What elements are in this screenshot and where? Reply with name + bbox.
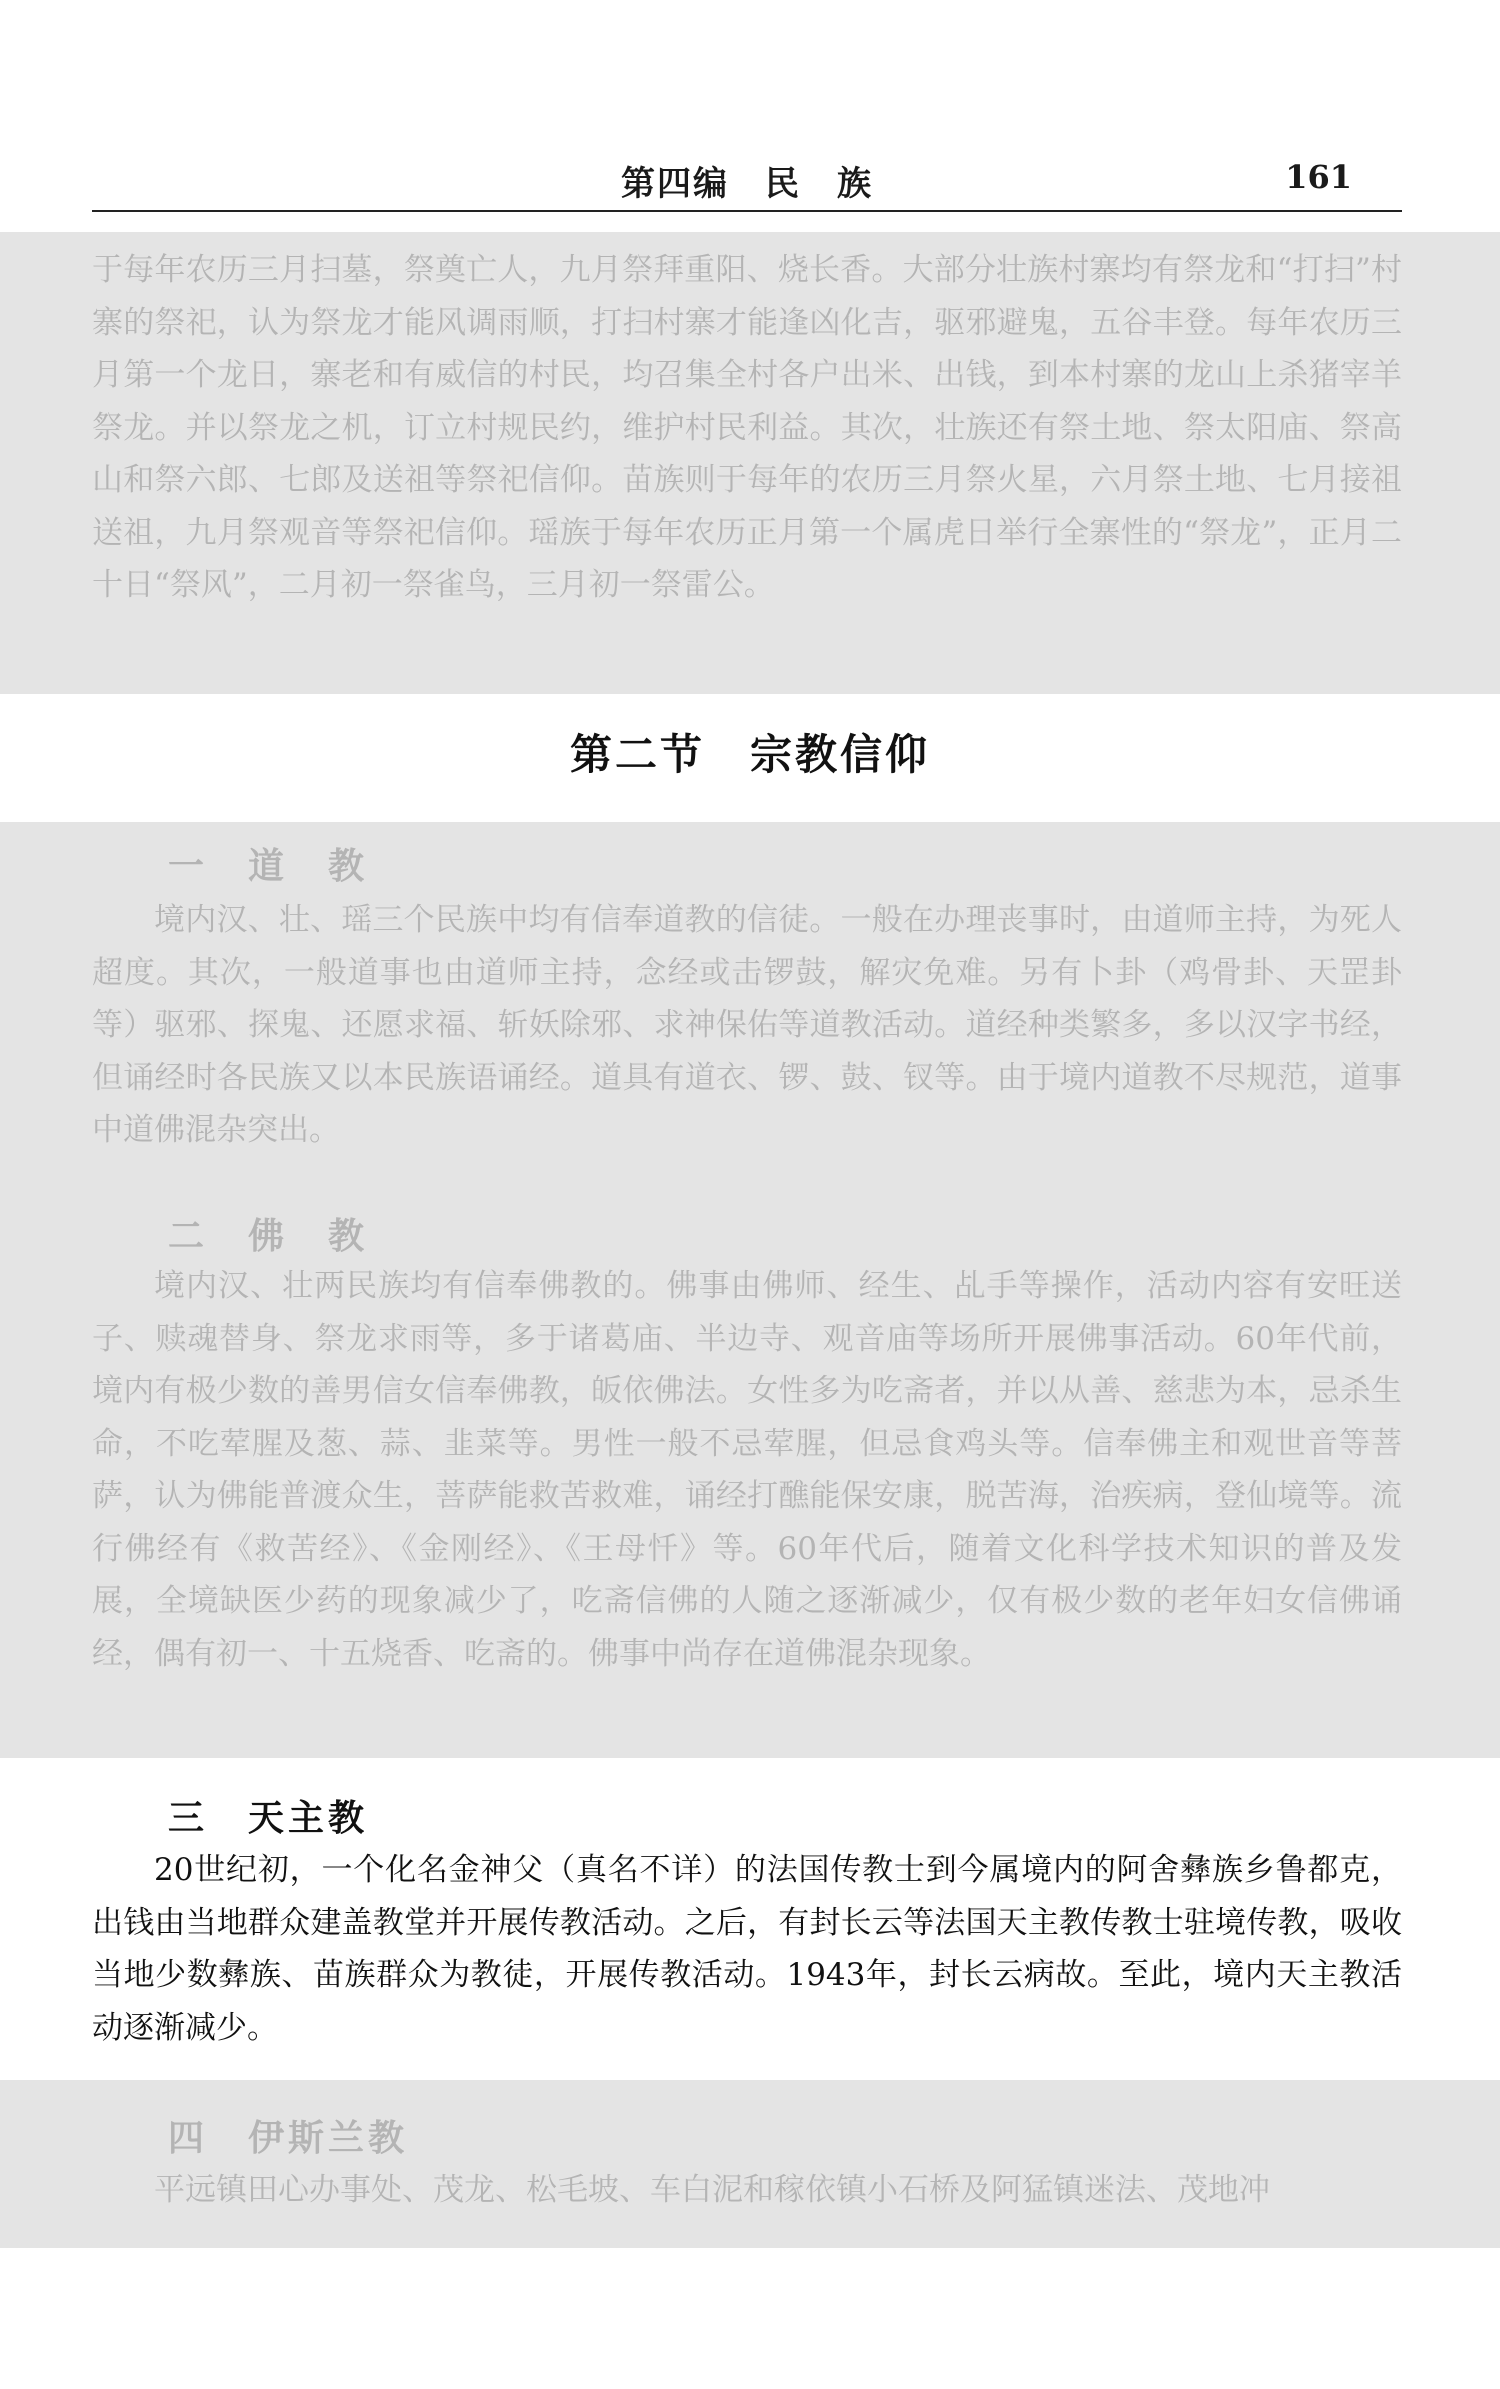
page-header [92, 150, 1402, 212]
section-title: 第二节 宗教信仰 [569, 730, 930, 779]
heading-islam: 四 伊斯兰教 [168, 2117, 409, 2159]
taoism-paragraph: 境内汉、壮、瑶三个民族中均有信奉道教的信徒。一般在办理丧事时，由道师主持，为死人超度。其次，一般道事也由道师主持，念经或击锣鼓，解灾免难。另有卜卦（鸡骨卦、天罡卦等）驱邪、探鬼、还愿求福、斩妖除邪、求神保佑等道教活动。道经种类繁多，多以汉字书经，但诵经时各民族又以本民族语诵经。道具有道衣、锣、鼓、钗等。由于境内道教不尽规范，道事中道佛混杂突出。 [92, 902, 1402, 1148]
page-number: 161 [1285, 158, 1352, 196]
heading-taoism: 一 道 教 [168, 845, 369, 887]
islam-paragraph: 平远镇田心办事处、茂龙、松毛坡、车白泥和稼依镇小石桥及阿猛镇迷法、茂地冲 [154, 2172, 1270, 2208]
header-title: 第四编 民 族 [621, 164, 873, 204]
intro-paragraph: 于每年农历三月扫墓，祭奠亡人，九月祭拜重阳、烧长香。大部分壮族村寨均有祭龙和“打扫”村寨的祭祀，认为祭龙才能风调雨顺，打扫村寨才能逢凶化吉，驱邪避鬼，五谷丰登。每年农历三月第一个龙日，寨老和有威信的村民，均召集全村各户出米、出钱，到本村寨的龙山上杀猪宰羊祭龙。并以祭龙之机，订立村规民约，维护村民利益。其次，壮族还有祭土地、祭太阳庙、祭高山和祭六郎、七郎及送祖等祭祀信仰。苗族则于每年的农历三月祭火星，六月祭土地、七月接祖送祖，九月祭观音等祭祀信仰。瑶族于每年农历正月第一个属虎日举行全寨性的“祭龙”，正月二十日“祭风”，二月初一祭雀鸟，三月初一祭雷公。 [92, 252, 1402, 603]
buddhism-paragraph: 境内汉、壮两民族均有信奉佛教的。佛事由佛师、经生、乩手等操作，活动内容有安旺送子、赎魂替身、祭龙求雨等，多于诸葛庙、半边寺、观音庙等场所开展佛事活动。60年代前，境内有极少数的善男信女信奉佛教，皈依佛法。女性多为吃斋者，并以从善、慈悲为本，忌杀生命，不吃荤腥及葱、蒜、韭菜等。男性一般不忌荤腥，但忌食鸡头等。信奉佛主和观世音等菩萨，认为佛能普渡众生，菩萨能救苦救难，诵经打醮能保安康，脱苦海，治疾病，登仙境等。流行佛经有《救苦经》、《金刚经》、《王母忏》等。60年代后，随着文化科学技术知识的普及发展，全境缺医少药的现象减少了，吃斋信佛的人随之逐渐减少，仅有极少数的老年妇女信佛诵经，偶有初一、十五烧香、吃斋的。佛事中尚存在道佛混杂现象。 [92, 1268, 1402, 1672]
heading-buddhism: 二 佛 教 [168, 1215, 369, 1257]
heading-catholicism: 三 天主教 [168, 1797, 369, 1839]
catholicism-paragraph: 20世纪初，一个化名金神父（真名不详）的法国传教士到今属境内的阿舍彝族乡鲁都克，出钱由当地群众建盖教堂并开展传教活动。之后，有封长云等法国天主教传教士驻境传教，吸收当地少数彝族、苗族群众为教徒，开展传教活动。1943年，封长云病故。至此，境内天主教活动逐渐减少。 [92, 1852, 1402, 2046]
